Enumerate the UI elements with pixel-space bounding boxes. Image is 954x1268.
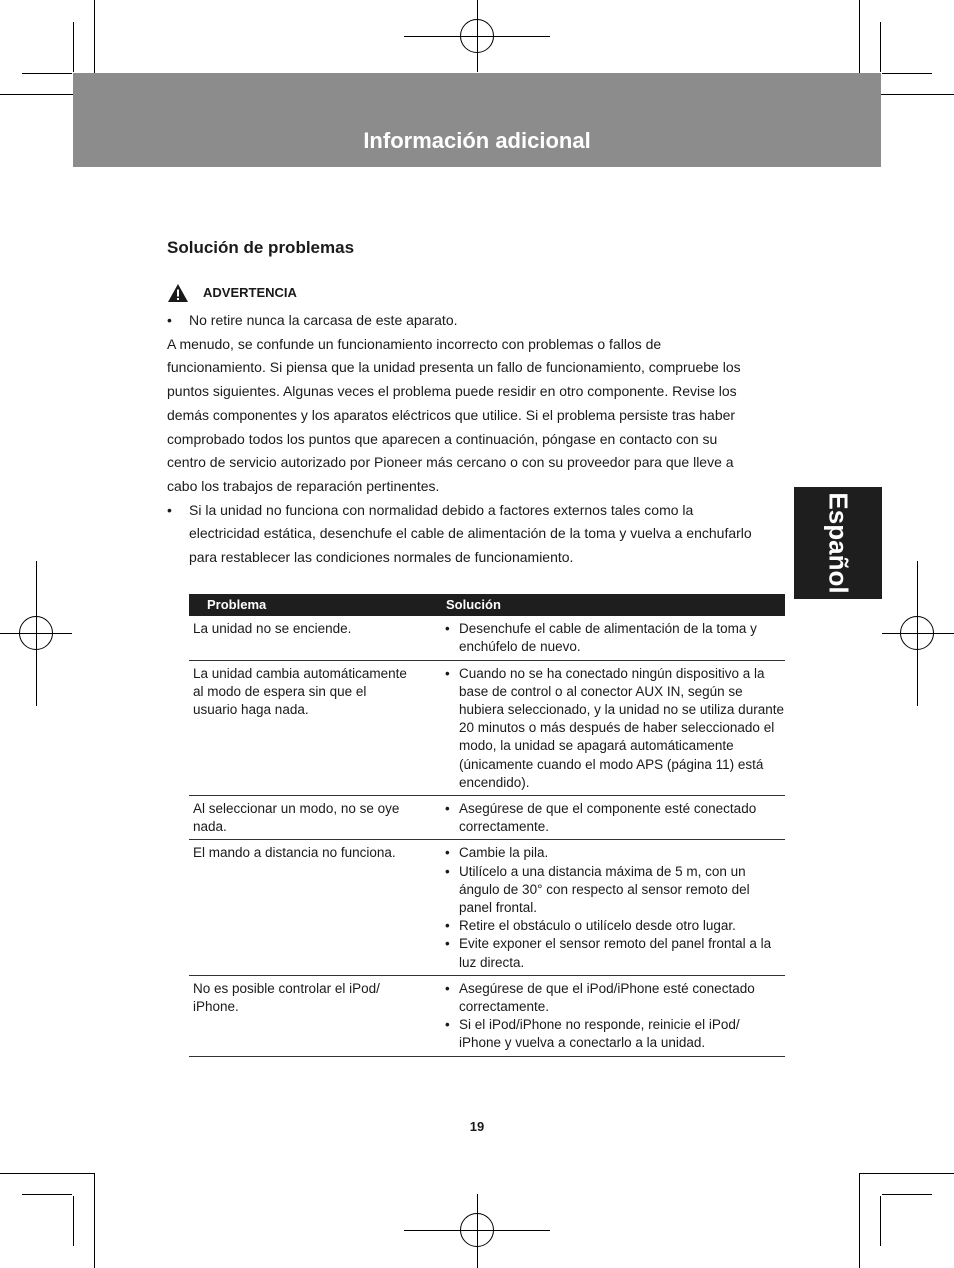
bullet-line: para restablecer las condiciones normales de funcionamiento. [189, 549, 574, 566]
paragraph-line: funcionamiento. Si piensa que la unidad presenta un fallo de funcionamiento, compruebe los [167, 359, 741, 376]
paragraph-line: A menudo, se confunde un funcionamiento incorrecto con problemas o fallos de [167, 335, 662, 352]
problem-cell: La unidad cambia automáticamente al modo de espera sin que el usuario haga nada. [189, 660, 427, 795]
table-row [189, 975, 785, 1056]
bullet-dot: • [445, 980, 450, 996]
solution-text: Utilícelo a una distancia máxima de 5 m, con un ángulo de 30° con respecto al sensor remoto del panel frontal. [459, 863, 750, 916]
bullet-dot: • [445, 1017, 450, 1033]
solution-cell [427, 660, 785, 795]
language-tab [794, 487, 882, 599]
bullet-dot: • [445, 863, 450, 879]
solution-text: Desenchufe el cable de alimentación de la toma y enchúfelo de nuevo. [459, 621, 757, 655]
solution-text: Evite exponer el sensor remoto del panel frontal a la luz directa. [459, 936, 772, 970]
bullet-dot: • [445, 801, 450, 817]
solution-text: Cuando no se ha conectado ningún dispositivo a la base de control o al conector AUX IN, según se hubiera seleccionado, y la unidad no se utiliza durante 20 minutos o más después de haber seleccionado el modo, la unidad se apagará automáticamente (únicamente cuando el modo APS (página 11) está encendido). [459, 665, 784, 790]
solution-cell [427, 840, 785, 975]
solution-list [445, 844, 785, 971]
bullet-dot: • [167, 501, 172, 518]
warning-label: ADVERTENCIA [203, 285, 297, 301]
table-header-row [189, 594, 785, 616]
bullet-dot: • [445, 665, 450, 681]
problem-cell: El mando a distancia no funciona. [189, 840, 427, 975]
table-body [189, 616, 785, 1056]
bullet-dot: • [445, 918, 450, 934]
solution-text: Asegúrese de que el iPod/iPhone esté conectado correctamente. [459, 980, 755, 1015]
troubleshooting-table [189, 594, 785, 1057]
table-row [189, 796, 785, 840]
intro-paragraph [167, 333, 787, 499]
solution-item [445, 917, 785, 935]
solution-cell [427, 975, 785, 1056]
header-solution: Solución [427, 594, 785, 616]
solution-list [445, 980, 785, 1053]
bullet-dot: • [445, 845, 450, 861]
problem-cell: No es posible controlar el iPod/ iPhone. [189, 975, 427, 1056]
paragraph-line: comprobado todos los puntos que aparecen a continuación, póngase en contacto con su [167, 430, 718, 447]
page-title: Información adicional [363, 128, 591, 153]
table-row [189, 616, 785, 660]
paragraph-line: centro de servicio autorizado por Pioneer más cercano o con su proveedor para que lleve a [167, 454, 734, 471]
paragraph-line: puntos siguientes. Algunas veces el problema puede residir en otro componente. Revise los [167, 383, 737, 400]
warning-bullet [167, 309, 787, 333]
solution-item [445, 665, 785, 792]
table-row [189, 840, 785, 975]
solution-item [445, 620, 785, 656]
solution-text: Asegúrese de que el componente esté conectado correctamente. [459, 801, 757, 835]
solution-text: Si el iPod/iPhone no responde, reinicie el iPod/ iPhone y vuelva a conectarlo a la unidad. [459, 1017, 740, 1051]
static-bullet [167, 499, 787, 570]
section-title: Solución de problemas [167, 238, 355, 257]
bullet-line: Si la unidad no funciona con normalidad debido a factores externos tales como la [189, 501, 694, 518]
solution-cell [427, 796, 785, 840]
table-row [189, 660, 785, 795]
solution-item [445, 863, 785, 918]
warning-bullet-text: No retire nunca la carcasa de este aparato. [189, 312, 458, 328]
solution-text: Retire el obstáculo o utilícelo desde otro lugar. [459, 918, 736, 934]
solution-item [445, 980, 785, 1016]
solution-cell [427, 616, 785, 660]
page-number: 19 [469, 1119, 485, 1134]
warning-row [167, 281, 787, 305]
solution-item [445, 800, 785, 836]
content [167, 235, 787, 570]
language-tab-label: Español [823, 492, 854, 594]
bullet-dot: • [445, 621, 450, 637]
solution-item [445, 935, 785, 971]
solution-item [445, 844, 785, 862]
solution-list [445, 800, 785, 836]
static-bullet-text [189, 499, 752, 570]
solution-item [445, 1016, 785, 1052]
problem-cell: La unidad no se enciende. [189, 616, 427, 660]
header-problem: Problema [189, 594, 427, 616]
bullet-dot: • [167, 312, 172, 328]
warning-icon [167, 283, 189, 303]
paragraph-line: cabo los trabajos de reparación pertinentes. [167, 477, 440, 494]
bullet-dot: • [445, 936, 450, 952]
problem-cell: Al seleccionar un modo, no se oye nada. [189, 796, 427, 840]
bullet-line: electricidad estática, desenchufe el cable de alimentación de la toma y vuelva a enchufarlo [189, 525, 752, 542]
header-band [73, 73, 881, 167]
solution-text: Cambie la pila. [459, 845, 549, 861]
solution-list [445, 665, 785, 792]
paragraph-line: demás componentes y los aparatos eléctricos que utilice. Si el problema persiste tras haber [167, 406, 736, 423]
solution-list [445, 620, 785, 656]
